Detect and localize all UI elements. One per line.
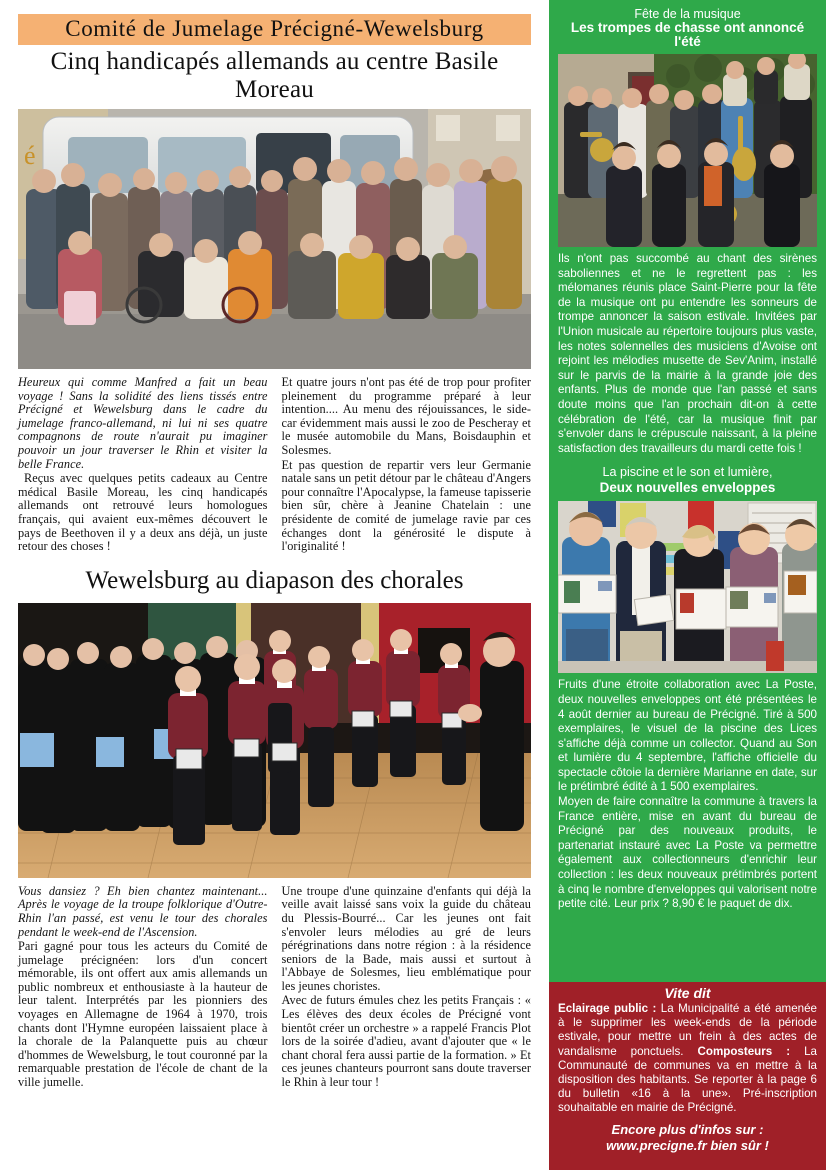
sidebar-text3: Moyen de faire connaître la commune à travers la France entière, mise en avant du bureau de Précigné par des nouveaux produits, le partenariat instauré avec La Poste va permettre également aux collectionneurs d'enrichir leur collection : les deux nouveaux prétimbrés portent à cinq le nombre d'enveloppes qui valorisent notre petite cité. Leur prix ? 8,90 € le paquet de dix. — [558, 795, 817, 911]
article1-col-left — [18, 376, 268, 555]
vite-dit-footer — [558, 1116, 817, 1154]
photo-brass-band — [558, 54, 817, 247]
vite-dit-footer-line1: Encore plus d'infos sur : — [611, 1121, 764, 1137]
photo-choir — [18, 603, 531, 878]
article1-left-p2: Reçus avec quelques petits cadeaux au Centre médical Basile Moreau, les cinq handicapés allemands ont retrouvé leurs homologues français, qui avaient eux-mêmes découvert le pays de Beethoven il y a deux ans déjà, un juste retour des choses ! — [18, 471, 268, 554]
vite-dit-block — [549, 982, 826, 1170]
banner-comite-jumelage — [18, 14, 531, 45]
sidebar-column — [549, 0, 826, 1170]
website-link[interactable]: www.precigne.fr bien sûr ! — [606, 1137, 769, 1153]
article1-right-p2: Et pas question de repartir vers leur Germanie natale sans un petit détour par le château d'Angers pour connaître l'Apocalypse, la fameuse tapisserie bien sûr, chère à Jeanine Chatelain : une présidente de comité de jumelage ravie par ces échanges dont la générosité le dispute à l'originalité ! — [281, 457, 531, 554]
sidebar-text2: Fruits d'une étroite collaboration avec La Poste, deux nouvelles enveloppes ont été présentées le 4 août dernier au bureau de Précigné. Tiré à 500 exemplaires, le visuel de la piscine des Lices s'affiche déjà comme un collector. Quand au Son et lumière du 4 septembre, l'affiche officielle du spectacle côtoie la dernière Marianne en date, sur le prétimbré édité à 1 500 exemplaires. — [558, 678, 817, 794]
photo-enveloppes-graphic — [558, 501, 817, 673]
sidebar-heading-fete-musique — [558, 0, 817, 54]
vite-dit-item1-label: Eclairage public : — [558, 1002, 657, 1015]
article2-left-p1: Vous dansiez ? Eh bien chantez maintenant... Après le voyage de la troupe folklorique d'Outre-Rhin l'an passé, est venu le tour des chorales pendant le week-end de l'Ascension. — [18, 883, 268, 939]
article1-left-p1: Heureux qui comme Manfred a fait un beau voyage ! Sans la solidité des liens tissés entre Précigné et Wewelsburg dans le cadre du jumelage franco-allemand, ni lui ni ses quatre compagnons de route n'aurait pu imaginer pouvoir un jour traverser le Rhin et visiter la belle France. — [18, 375, 268, 471]
banner-title: Comité de Jumelage Précigné-Wewelsburg — [65, 16, 484, 41]
photo-enveloppes-presentation — [558, 501, 817, 673]
photo-choir-graphic — [18, 603, 531, 878]
photo-brass-band-graphic — [558, 54, 817, 247]
sidebar-inner — [549, 0, 826, 912]
photo-group-minibus-graphic — [18, 109, 531, 369]
article1-right-p1: Et quatre jours n'ont pas été de trop pour profiter pleinement du programme préparé à leur intention.... Au menu des réjouissances, le side-car évidemment mais aussi le zoo de Pescheray et le musée automobile du Mans, Boisdauphin et Solesmes. — [281, 375, 531, 457]
sidebar-text-fete-musique — [558, 247, 817, 456]
section2-title: Wewelsburg au diapason des chorales — [85, 566, 464, 594]
svg-text:é: é — [24, 141, 36, 170]
sidebar-heading2-line2: Deux nouvelles enveloppes — [599, 480, 776, 496]
article2-left-p2: Pari gagné pour tous les acteurs du Comité de jumelage précignéen: lors d'un concert mémorable, ils ont offert aux amis allemands un public nombreux et enthousiaste à la hauteur de leur talent. Interprétés par les pionniers des voyages en Allemagne de 1964 à 1970, trois chants dont l'Hymne européen laissaient place à la chorale de la Palanquette puis au chœur d'hommes de Wewelsburg, le tout couronné par la remarquable prestation de l'école de chant de la ville jumelle. — [18, 939, 268, 1090]
vite-dit-item2-label: Composteurs : — [697, 1044, 791, 1058]
article2-col-left — [18, 885, 268, 1091]
article1-col-right — [282, 376, 532, 555]
vite-dit-body — [558, 1002, 817, 1116]
sidebar-heading1-line2: Les trompes de chasse ont annoncé l'été — [570, 20, 805, 49]
photo-group-minibus — [18, 109, 531, 369]
article2-columns — [18, 885, 531, 1091]
article1-columns — [18, 376, 531, 555]
sidebar-text-enveloppes — [558, 673, 817, 912]
vite-dit-item2-text: La Communauté de communes va en mettre à la disposition des habitants. Se reporter à la page 6 du bulletin «16 à la une». Pré-inscription souhaitable en mairie de Précigné. — [558, 1044, 817, 1115]
vite-dit-item1-text: La Municipalité a été amenée à le supprimer les week-ends de la période estivale, pour mettre un frein à des actes de vandalisme ponctuels. — [558, 1002, 817, 1058]
article2-right-p2: Avec de futurs émules chez les petits Français : « Les élèves des deux écoles de Précigné vont bientôt créer un orchestre » a rappelé Francis Plot lors de la soirée d'adieu, avant d'ajouter que « le chant choral fera aussi partie de la formation. » Et ces jeunes chanteurs pourront sans doute traverser le Rhin à leur tour ! — [281, 993, 531, 1090]
article2-col-right — [282, 885, 532, 1091]
sidebar-heading-enveloppes — [558, 456, 817, 501]
sidebar-text1: Ils n'ont pas succombé au chant des sirènes saboliennes et ne le regrettent pas : les mélomanes réunis place Saint-Pierre pour la fête de la musique ont pu entendre les sonneurs de trompe annoncer la saison estivale. Invitées par l'Union musicale au répertoire toujours plus vaste, les notes solennelles des musiciens d'Avoise ont rejoint les mélodies musette de Sev'Anim, installé sur le parvis de la mairie à la grande joie des enfants. Plus de monde que l'an passé et sans doute moins que l'an prochain dit-on à cette célébration de l'été, car la musique finit par s'envoler dans le crépuscule naissant, à la pleine satisfaction des travailleurs du mardi cette fois ! — [558, 252, 817, 455]
sidebar-heading2-line1: La piscine et le son et lumière, — [602, 465, 773, 480]
vite-dit-title: Vite dit — [664, 985, 711, 1001]
article-headline: Cinq handicapés allemands au centre Basile Moreau — [50, 48, 499, 103]
sidebar-heading1-line1: Fête de la musique — [634, 7, 741, 21]
article2-right-p1: Une troupe d'une quinzaine d'enfants qui déjà la veille avait laissé sans voix la guide du château du Plessis-Bourré... Car les jeunes ont fait s'envoler leurs mélodies au gré de leurs pérégrinations dans notre région : à la résidence seniors de la Bade, mais aussi et surtout à l'Abbaye de Solesmes, lieu emblématique pour les jeunes choristes. — [281, 883, 531, 993]
